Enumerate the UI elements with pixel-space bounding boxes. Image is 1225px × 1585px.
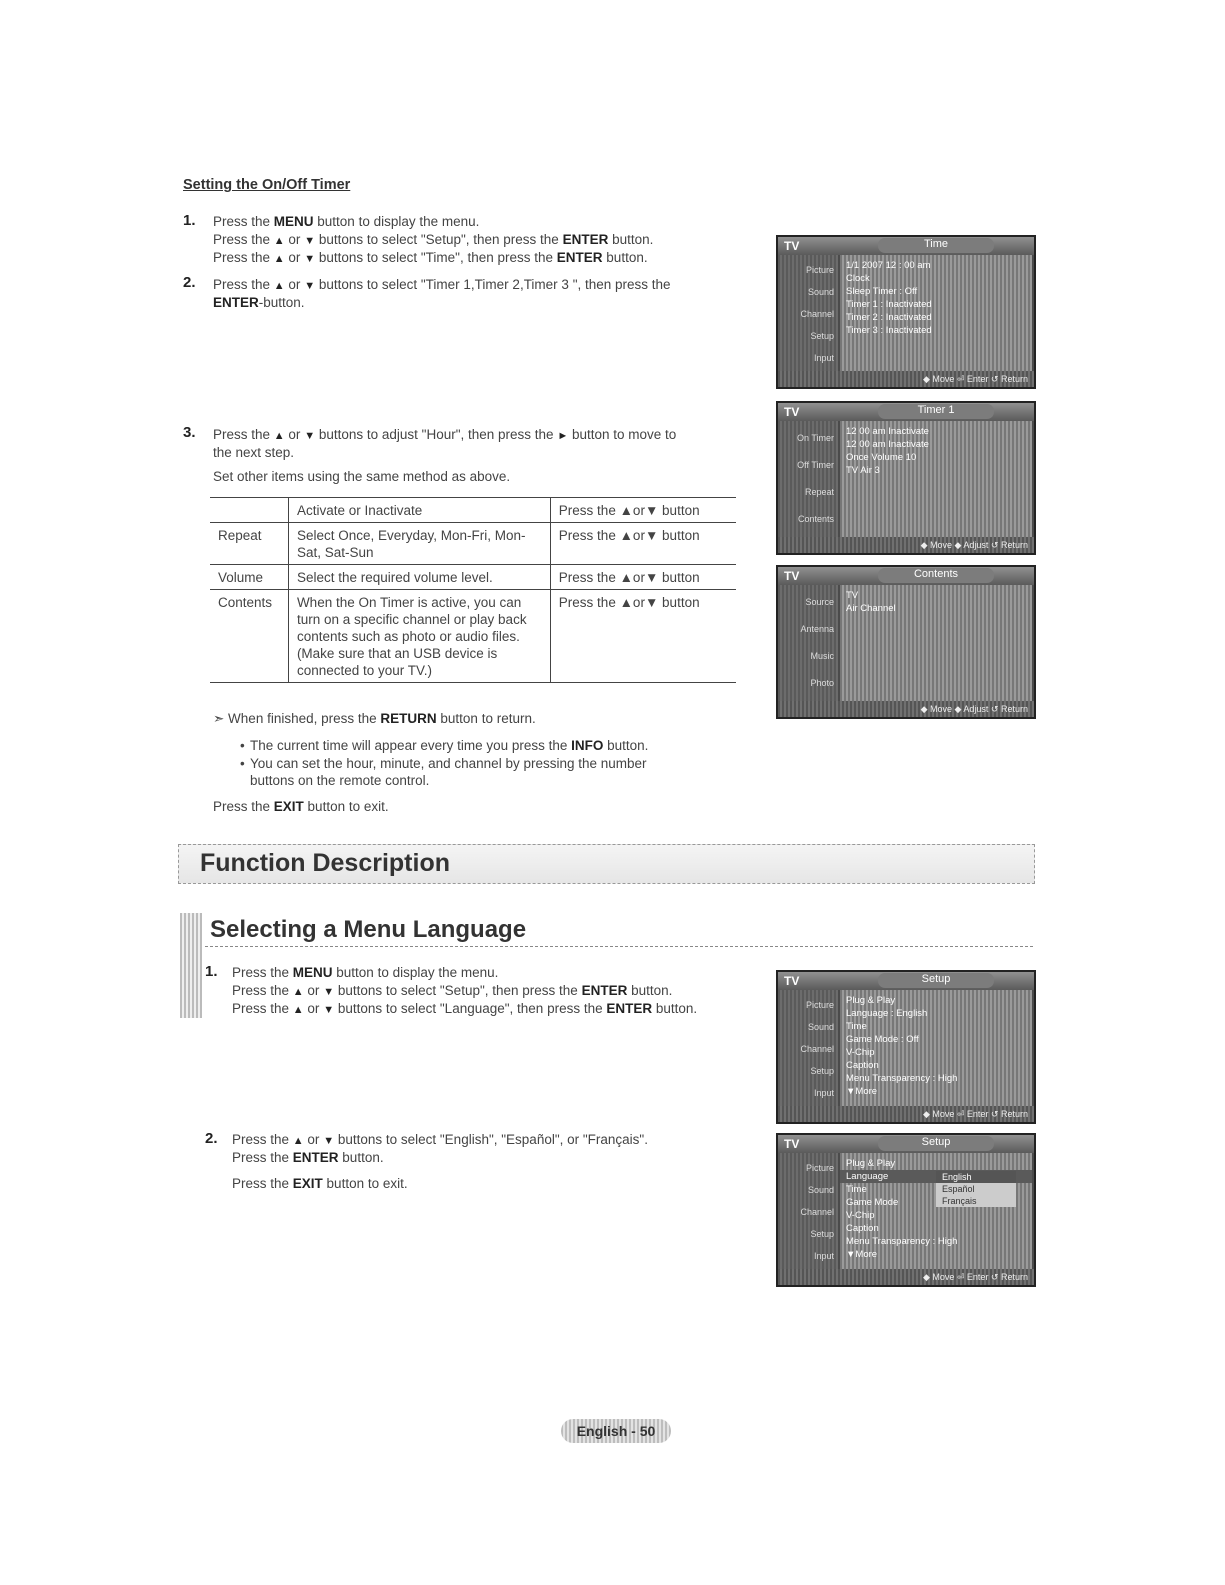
osd-body [840,1153,1032,1269]
osd-row: Language : English [846,1008,928,1019]
osd-sidebar-item: Setup [810,1066,834,1076]
table-row [210,590,736,683]
osd-row: Air Channel [846,603,896,614]
bullet-note-2: • You can set the hour, minute, and channel by pressing the number [240,756,647,771]
osd-sidebar [778,1153,838,1269]
osd-header [778,403,1034,421]
osd-footer: ◆ Move ⏎ Enter ↺ Return [778,1269,1034,1285]
desc-cell: Select the required volume level. [288,565,550,590]
osd-header [778,567,1034,585]
osd-tv-label: TV [784,405,800,419]
osd-time-menu [776,235,1036,389]
osd-sidebar-item: Antenna [800,624,834,634]
osd-title: Time [878,238,994,253]
step-1-line-1: Press the MENU button to display the menu. [213,214,480,229]
step-3-line-2: the next step. [213,445,295,460]
osd-setup-menu [776,970,1036,1124]
osd-body [840,990,1032,1106]
osd-language-option: Español [942,1184,975,1194]
osd-contents-menu [776,565,1036,719]
up-arrow-icon: ▲ [292,1004,304,1016]
desc-cell: When the On Timer is active, you can turn on a specific channel or play back contents such as photo or audio files. (Make sure that an USB device is connected to your TV.) [288,590,550,683]
step-1-line-2: Press the ▲ or ▼ buttons to select "Setup", then press the ENTER button. [213,232,654,247]
osd-sidebar-item: Setup [810,1229,834,1239]
up-arrow-icon: ▲ [292,986,304,998]
bullet-note-2-cont: buttons on the remote control. [250,773,430,788]
down-arrow-icon: ▼ [323,1135,335,1147]
osd-row: Once Volume 10 [846,452,917,463]
osd-tv-label: TV [784,569,800,583]
lang-step-2-line-1: Press the ▲ or ▼ buttons to select "English", "Español", or "Français". [232,1132,648,1147]
osd-sidebar-item: Input [813,1088,834,1098]
osd-title: Contents [878,568,994,583]
finish-note: ➣ When finished, press the RETURN button to return. [213,711,536,726]
up-arrow-icon: ▲ [273,430,285,442]
down-arrow-icon: ▼ [304,280,316,292]
osd-row: Caption [846,1060,879,1071]
osd-row: Time [846,1184,867,1195]
up-arrow-icon: ▲ [292,1135,304,1147]
action-cell: Press the ▲or▼ button [550,523,736,565]
step-2-number: 2. [183,274,196,291]
osd-row: 12 00 am Inactivate [846,439,929,450]
step-2-line-2: ENTER-button. [213,295,305,310]
osd-footer: ◆ Move ◆ Adjust ↺ Return [778,537,1034,553]
osd-row: ▼More [846,1086,878,1097]
up-arrow-icon: ▲ [273,280,285,292]
osd-sidebar-item: Input [813,353,834,363]
item-cell: Volume [210,565,288,590]
osd-row: Timer 2 : Inactivated [846,312,932,323]
desc-cell: Select Once, Everyday, Mon-Fri, Mon-Sat, Sat-Sun [288,523,550,565]
osd-row: Time [846,1021,867,1032]
item-cell: Repeat [210,523,288,565]
item-cell [210,498,288,523]
osd-setup-language-popup [776,1133,1036,1287]
osd-row: Sleep Timer : Off [846,286,918,297]
osd-row: TV Air 3 [846,465,880,476]
osd-header [778,237,1034,255]
osd-sidebar-item: Picture [805,1000,834,1010]
lang-step-2-number: 2. [205,1130,218,1147]
action-cell: Press the ▲or▼ button [550,590,736,683]
language-section-title: Selecting a Menu Language [210,916,527,943]
function-description-title: Function Description [200,849,450,877]
osd-row: V-Chip [846,1210,875,1221]
osd-sidebar-item: Repeat [804,487,834,497]
osd-row: Menu Transparency : High [846,1236,958,1247]
osd-language-option: English [936,1171,1016,1183]
osd-title: Setup [878,973,994,988]
osd-row: Language [840,1170,1032,1183]
timer-options-table [210,497,736,683]
bullet-note-1: • The current time will appear every time you press the INFO button. [240,738,649,753]
lang-step-2-line-2: Press the ENTER button. [232,1150,384,1165]
osd-timer1-menu [776,401,1036,555]
osd-row: TV [846,590,859,601]
osd-row: Timer 1 : Inactivated [846,299,932,310]
up-arrow-icon: ▲ [273,253,285,265]
osd-footer: ◆ Move ◆ Adjust ↺ Return [778,701,1034,717]
osd-sidebar-item: Sound [807,287,834,297]
step-1-number: 1. [183,212,196,229]
osd-row: ▼More [846,1249,878,1260]
osd-row: Plug & Play [846,1158,896,1169]
osd-sidebar-item: Channel [800,309,834,319]
osd-body [840,421,1032,537]
step-3-line-1: Press the ▲ or ▼ buttons to adjust "Hour", then press the ► button to move to [213,427,677,442]
right-arrow-icon: ► [557,430,569,442]
osd-sidebar-item: Photo [810,678,834,688]
osd-language-option: Français [942,1196,977,1206]
osd-sidebar [778,585,838,701]
exit-note: Press the EXIT button to exit. [213,799,389,814]
section-divider [205,946,1033,947]
osd-sidebar-item: Picture [805,265,834,275]
osd-sidebar-item: On Timer [796,433,834,443]
item-cell: Contents [210,590,288,683]
osd-row: Timer 3 : Inactivated [846,325,932,336]
down-arrow-icon: ▼ [304,430,316,442]
desc-cell: Activate or Inactivate [288,498,550,523]
lang-step-1-line-3: Press the ▲ or ▼ buttons to select "Language", then press the ENTER button. [232,1001,698,1016]
osd-row: Caption [846,1223,879,1234]
osd-sidebar-item: Setup [810,331,834,341]
osd-row [840,628,1032,641]
osd-row: 1/1 2007 12 : 00 am [846,260,931,271]
table-row [210,498,736,523]
osd-sidebar-item: Sound [807,1185,834,1195]
osd-sidebar-item: Input [813,1251,834,1261]
osd-body [840,585,1032,701]
down-arrow-icon: ▼ [304,253,316,265]
osd-tv-label: TV [784,239,800,253]
osd-row [840,615,1032,628]
down-arrow-icon: ▼ [323,986,335,998]
lang-step-2-line-3: Press the EXIT button to exit. [232,1176,408,1191]
osd-sidebar [778,255,838,371]
osd-sidebar-item: Channel [800,1207,834,1217]
osd-row: Clock [846,273,870,284]
osd-sidebar-item: Channel [800,1044,834,1054]
osd-row: Game Mode [846,1197,899,1208]
osd-footer: ◆ Move ⏎ Enter ↺ Return [778,1106,1034,1122]
step-2-line-1: Press the ▲ or ▼ buttons to select "Timer 1,Timer 2,Timer 3 ", then press the [213,277,671,292]
step-3-line-3: Set other items using the same method as above. [213,469,511,484]
osd-header [778,1135,1034,1153]
osd-sidebar-item: Off Timer [797,460,834,470]
osd-sidebar-item: Contents [797,514,834,524]
lang-step-1-number: 1. [205,963,218,980]
osd-row: Menu Transparency : High [846,1073,958,1084]
section-marker [180,913,202,1018]
osd-title: Setup [878,1136,994,1151]
osd-language-popup [936,1171,1016,1207]
osd-sidebar [778,990,838,1106]
step-1-line-3: Press the ▲ or ▼ buttons to select "Time", then press the ENTER button. [213,250,648,265]
action-cell: Press the ▲or▼ button [550,498,736,523]
osd-sidebar-item: Music [810,651,834,661]
table-row [210,565,736,590]
osd-sidebar [778,421,838,537]
osd-tv-label: TV [784,1137,800,1151]
osd-row: Plug & Play [846,995,896,1006]
osd-sidebar-item: Sound [807,1022,834,1032]
osd-header [778,972,1034,990]
down-arrow-icon: ▼ [304,235,316,247]
section-heading: Setting the On/Off Timer [183,177,351,193]
osd-footer: ◆ Move ⏎ Enter ↺ Return [778,371,1034,387]
osd-sidebar-item: Picture [805,1163,834,1173]
up-arrow-icon: ▲ [273,235,285,247]
lang-step-1-line-2: Press the ▲ or ▼ buttons to select "Setup", then press the ENTER button. [232,983,673,998]
action-cell: Press the ▲or▼ button [550,565,736,590]
osd-body [840,255,1032,371]
step-3-number: 3. [183,424,196,441]
table-row [210,523,736,565]
osd-tv-label: TV [784,974,800,988]
osd-row: Game Mode : Off [846,1034,919,1045]
osd-row: V-Chip [846,1047,875,1058]
osd-row: 12 00 am Inactivate [846,426,929,437]
osd-sidebar-item: Source [805,597,834,607]
down-arrow-icon: ▼ [323,1004,335,1016]
page-number-badge: English - 50 [561,1419,671,1443]
osd-title: Timer 1 [878,404,994,419]
lang-step-1-line-1: Press the MENU button to display the menu. [232,965,499,980]
